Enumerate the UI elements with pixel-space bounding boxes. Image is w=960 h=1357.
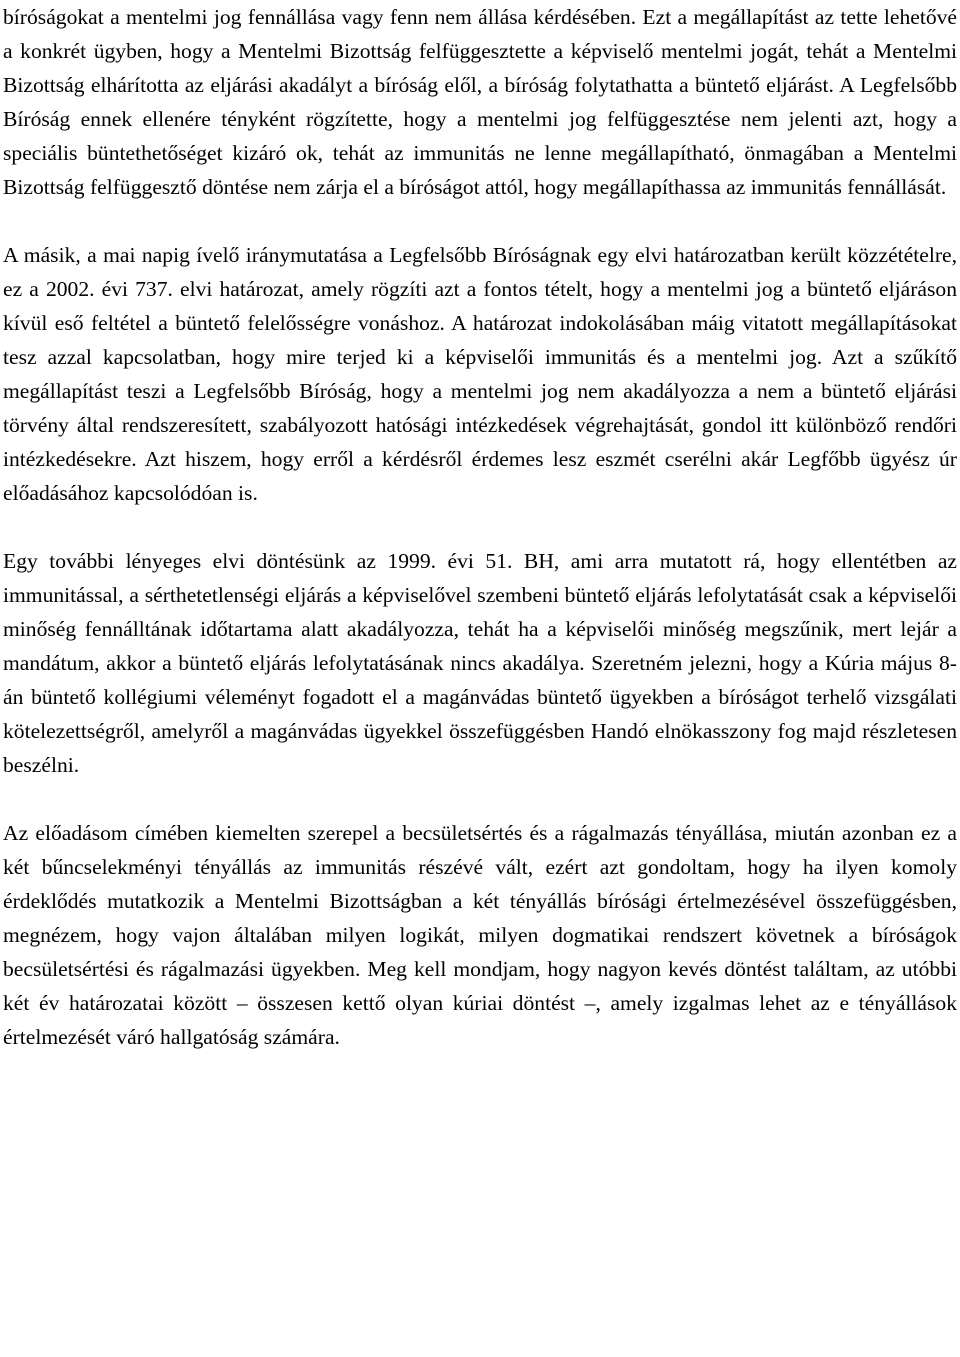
paragraph: Az előadásom címében kiemelten szerepel a becsületsértés és a rágalmazás tényállása, miután azonban ez a két bűncselekményi tényállás az immunitás részévé vált, ezért azt gondoltam, hogy ha ilyen komoly érdeklődés mutatkozik a Mentelmi Bizottságban a két tényállás bírósági értelmezésével összefüggésben, megnézem, hogy vajon általában milyen logikát, milyen dogmatikai rendszert követnek a bíróságok becsületsértési és rágalmazási ügyekben. Meg kell mondjam, hogy nagyon kevés döntést találtam, az utóbbi két év határozatai között – összesen kettő olyan kúriai döntést –, amely izgalmas lehet az e tényállások értelmezését váró hallgatóság számára. (3, 821, 957, 1049)
paragraph: A másik, a mai napig ívelő iránymutatása a Legfelsőbb Bíróságnak egy elvi határozatban került közzétételre, ez a 2002. évi 737. elvi határozat, amely rögzíti azt a fontos tételt, hogy a mentelmi jog a büntető eljáráson kívül eső feltétel a büntető felelősségre vonáshoz. A határozat indokolásában máig vitatott megállapításokat tesz azzal kapcsolatban, hogy mire terjed ki a képviselői immunitás és a mentelmi jog. Azt a szűkítő megállapítást teszi a Legfelsőbb Bíróság, hogy a mentelmi jog nem akadályozza a nem a büntető eljárási törvény által rendszeresített, szabályozott hatósági intézkedések végrehajtását, gondol itt különböző rendőri intézkedésekre. Azt hiszem, hogy erről a kérdésről érdemes lesz eszmét cserélni akár Legfőbb ügyész úr előadásához kapcsolódóan is. (3, 243, 957, 505)
paragraph: bíróságokat a mentelmi jog fennállása vagy fenn nem állása kérdésében. Ezt a megállapítást az tette lehetővé a konkrét ügyben, hogy a Mentelmi Bizottság felfüggesztette a képviselő mentelmi jogát, tehát a Mentelmi Bizottság elhárította az eljárási akadályt a bíróság elől, a bíróság folytathatta a büntető eljárást. A Legfelsőbb Bíróság ennek ellenére tényként rögzítette, hogy a mentelmi jog felfüggesztése nem jelenti azt, hogy a speciális büntethetőséget kizáró ok, tehát az immunitás ne lenne megállapítható, önmagában a Mentelmi Bizottság felfüggesztő döntése nem zárja el a bíróságot attól, hogy megállapíthassa az immunitás fennállását. (3, 5, 957, 199)
paragraph: Egy további lényeges elvi döntésünk az 1999. évi 51. BH, ami arra mutatott rá, hogy ellentétben az immunitással, a sérthetetlenségi eljárás a képviselővel szembeni büntető eljárás lefolytatását csak a képviselői minőség fennálltának időtartama alatt akadályozza, tehát ha a képviselői minőség megszűnik, mert lejár a mandátum, akkor a büntető eljárás lefolytatásának nincs akadálya. Szeretném jelezni, hogy a Kúria május 8-án büntető kollégiumi véleményt fogadott el a magánvádas büntető ügyekben a bíróságot terhelő vizsgálati kötelezettségről, amelyről a magánvádas ügyekkel összefüggésben Handó elnökasszony fog majd részletesen beszélni. (3, 549, 957, 777)
